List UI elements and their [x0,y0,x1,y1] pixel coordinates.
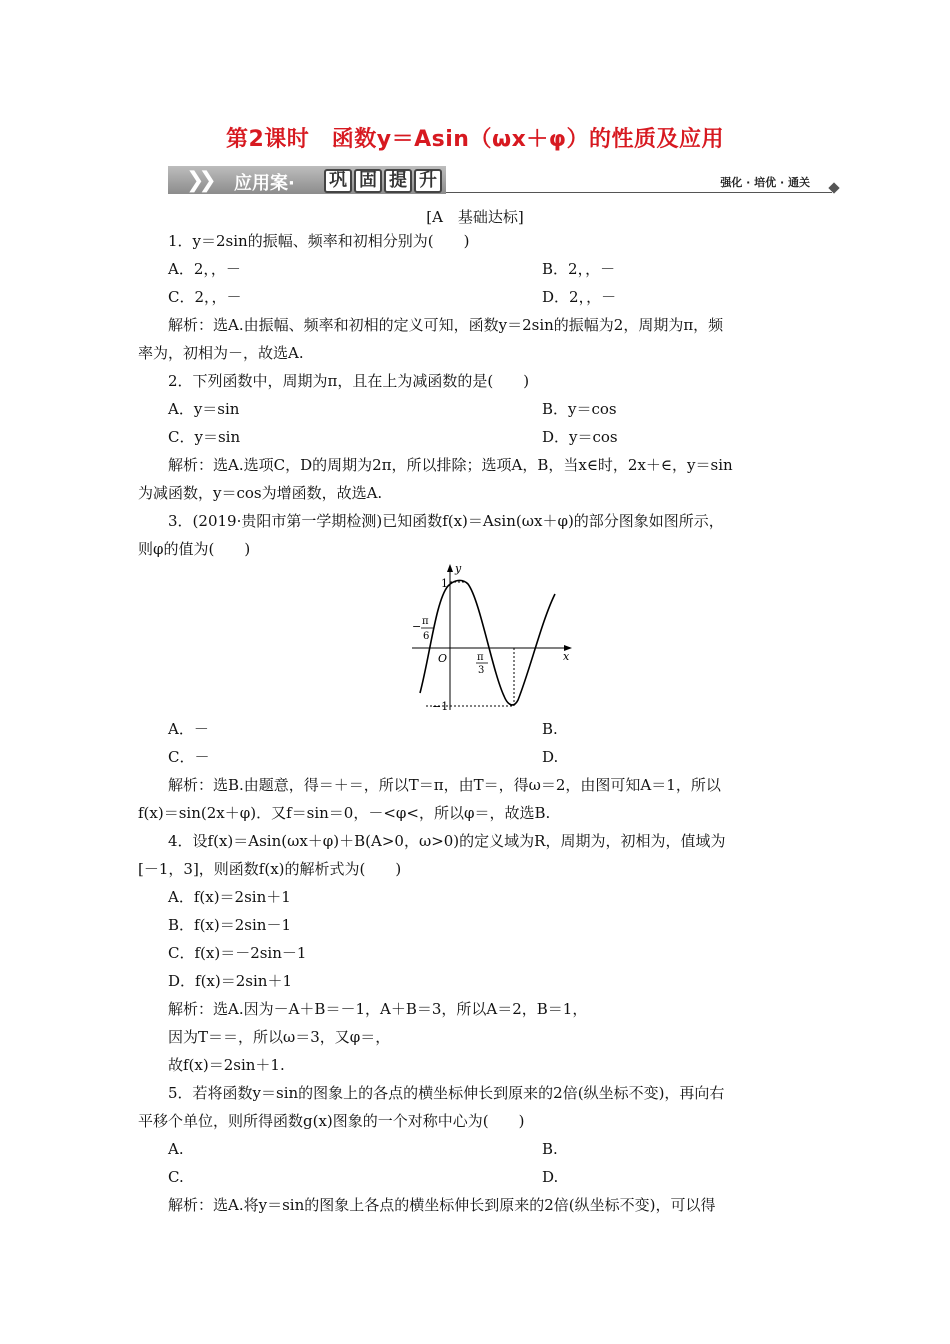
q5-option-d: D. [542,1168,559,1186]
banner-char: 提 [384,169,412,193]
q3-stem-line2: 则φ的值为( ) [138,540,251,558]
tick-neg-pi-numerator: π [422,616,429,627]
q1-stem: 1．y＝2sin的振幅、频率和初相分别为( ) [168,232,470,250]
q3-option-b: B. [542,720,558,738]
q1-option-b: B．2，，－ [542,260,616,278]
y-axis-label: y [455,562,462,575]
tick-minus-sign: − [412,620,422,633]
banner-rule [446,192,832,193]
q5-option-c: C. [168,1168,184,1186]
q5-option-a: A. [168,1140,184,1158]
tick-pi-denominator: 3 [478,665,485,676]
q3-option-a: A．－ [168,720,209,738]
q4-option-a: A．f(x)＝2sin＋1 [168,888,291,906]
sine-curve [420,580,555,705]
q5-stem-line2: 平移个单位，则所得函数g(x)图象的一个对称中心为( ) [138,1112,525,1130]
banner-dot: · [288,173,295,194]
q2-option-a: A．y＝sin [168,400,240,418]
q3-solution-line2: f(x)＝sin(2x＋φ)．又f＝sin＝0，－<φ<，所以φ＝，故选B. [138,804,551,822]
tick-neg-one: −1 [432,700,449,713]
banner-char: 巩 [324,169,352,193]
q1-solution-line2: 率为，初相为－，故选A. [138,344,304,362]
q2-option-b: B．y＝cos [542,400,617,418]
q2-option-c: C．y＝sin [168,428,241,446]
q4-solution-line3: 故f(x)＝2sin＋1. [168,1056,285,1074]
banner-right-label [324,169,444,193]
q4-stem-line2: [－1，3]，则函数f(x)的解析式为( ) [138,860,402,878]
section-heading: [A 基础达标] [426,208,524,226]
origin-label: O [438,652,448,665]
q2-stem: 2．下列函数中，周期为π，且在上为减函数的是( ) [168,372,530,390]
q4-stem-line1: 4．设f(x)＝Asin(ωx＋φ)＋B(A>0，ω>0)的定义域为R，周期为，初相为，值域为 [168,832,726,850]
q1-option-c: C．2，，－ [168,288,242,306]
q4-solution-line2: 因为T＝＝，所以ω＝3，又φ＝， [168,1028,391,1046]
q4-option-d: D．f(x)＝2sin＋1 [168,972,292,990]
q5-solution-line1: 解析：选A.将y＝sin的图象上各点的横坐标伸长到原来的2倍(纵坐标不变)，可以得 [168,1196,716,1214]
q2-solution-line2: 为减函数，y＝cos为增函数，故选A. [138,484,383,502]
q1-solution-line1: 解析：选A.由振幅、频率和初相的定义可知，函数y＝2sin的振幅为2，周期为π，频 [168,316,724,334]
banner-left-text: 应用案 [234,173,288,194]
q3-option-d: D. [542,748,559,766]
banner-char: 升 [414,169,442,193]
q2-solution-line1: 解析：选A.选项C，D的周期为2π，所以排除；选项A，B，当x∈时，2x＋∈，y＝sin [168,456,733,474]
q5-stem-line1: 5．若将函数y＝sin的图象上的各点的横坐标伸长到原来的2倍(纵坐标不变)，再向右 [168,1084,725,1102]
sine-graph-figure [408,560,578,720]
q3-stem-line1: 3．(2019·贵阳市第一学期检测)已知函数f(x)＝Asin(ωx＋φ)的部分图象如图所示， [168,512,724,530]
banner-tagline: 强化 · 培优 · 通关 [720,176,810,189]
x-axis-label: x [563,650,570,663]
q5-option-b: B. [542,1140,558,1158]
q1-option-d: D．2，，－ [542,288,617,306]
q2-option-d: D．y＝cos [542,428,618,446]
tick-one: 1 [441,577,448,590]
q3-option-c: C．－ [168,748,210,766]
q1-option-a: A．2，，－ [168,260,241,278]
tick-pi-numerator: π [477,652,484,663]
banner-char: 固 [354,169,382,193]
page-title: 第2课时 函数y＝Asin（ωx＋φ）的性质及应用 [226,127,724,152]
double-chevron-icon: ❯❯ [186,168,211,193]
q3-solution-line1: 解析：选B.由题意，得＝＋＝，所以T＝π，由T＝，得ω＝2，由图可知A＝1，所以 [168,776,721,794]
q4-solution-line1: 解析：选A.因为－A＋B＝－1，A＋B＝3，所以A＝2，B＝1， [168,1000,588,1018]
y-axis-arrow-icon [447,564,453,572]
section-banner [168,166,840,194]
q4-option-c: C．f(x)＝－2sin－1 [168,944,307,962]
banner-left-label [234,169,295,195]
tick-neg-pi-denominator: 6 [423,631,430,642]
q4-option-b: B．f(x)＝2sin－1 [168,916,291,934]
